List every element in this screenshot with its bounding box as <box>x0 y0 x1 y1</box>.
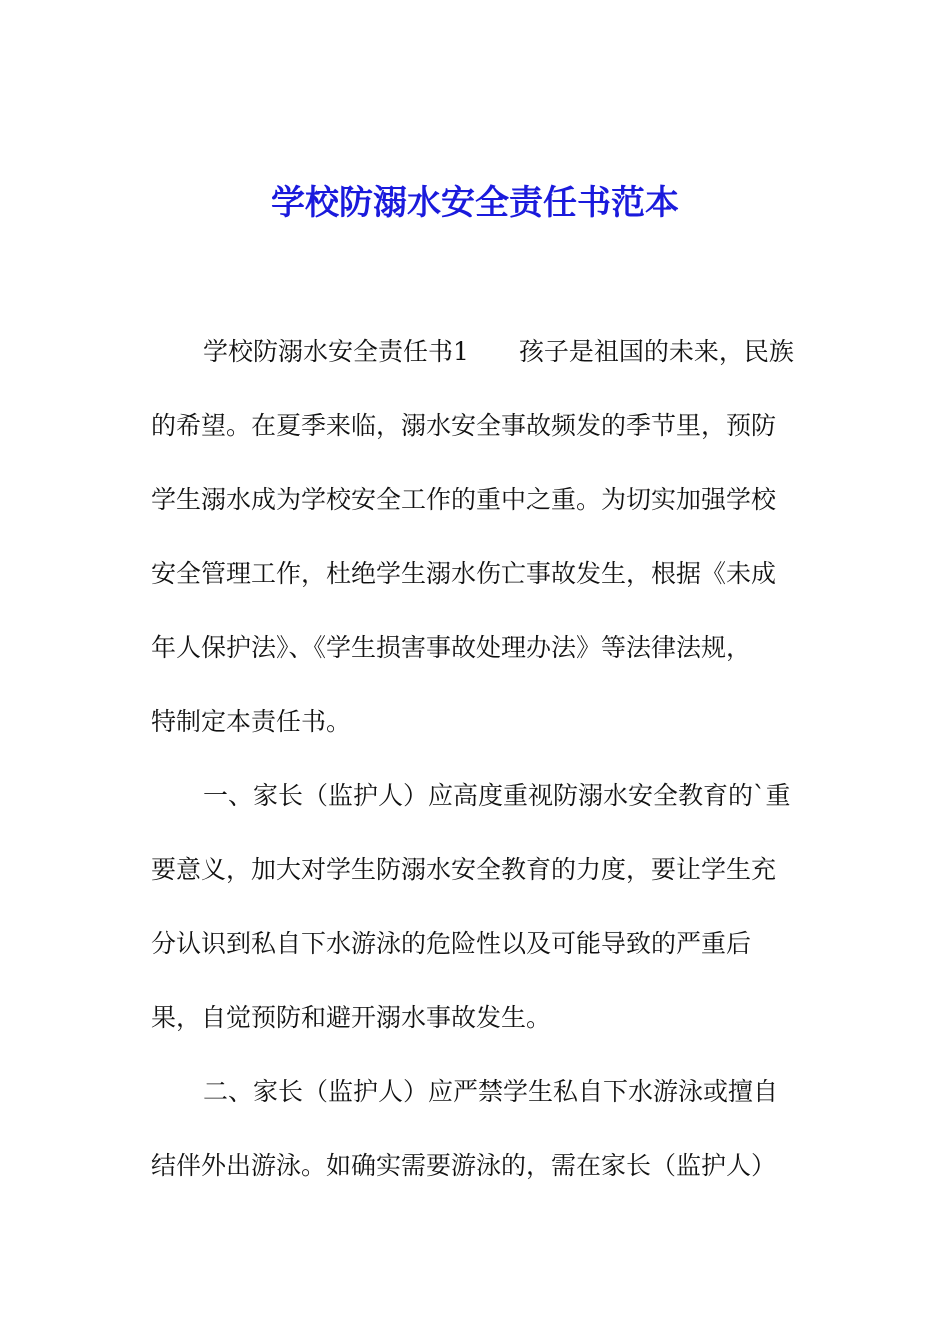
paragraph-line: 结伴外出游泳。如确实需要游泳的，需在家长（监护人） <box>151 1151 777 1180</box>
paragraph-line: 特制定本责任书。 <box>151 707 352 736</box>
paragraph-line: 分认识到私自下水游泳的危险性以及可能导致的严重后 <box>151 929 752 958</box>
paragraph-line: 安全管理工作，杜绝学生溺水伤亡事故发生，根据《未成 <box>151 559 777 588</box>
paragraph-line: 二、家长（监护人）应严禁学生私自下水游泳或擅自 <box>203 1077 779 1106</box>
paragraph-line: 年人保护法》、《学生损害事故处理办法》等法律法规， <box>151 633 752 662</box>
paragraph-line: 学校防溺水安全责任书1 孩子是祖国的未来，民族 <box>203 337 794 366</box>
document-title: 学校防溺水安全责任书范本 <box>271 183 679 223</box>
paragraph-line: 的希望。在夏季来临，溺水安全事故频发的季节里，预防 <box>151 411 777 440</box>
paragraph-line: 学生溺水成为学校安全工作的重中之重。为切实加强学校 <box>151 485 777 514</box>
paragraph-line: 果，自觉预防和避开溺水事故发生。 <box>151 1003 552 1032</box>
paragraph-line: 一、家长（监护人）应高度重视防溺水安全教育的`重 <box>203 781 791 810</box>
document-body <box>151 327 811 1215</box>
paragraph-line: 要意义，加大对学生防溺水安全教育的力度，要让学生充 <box>151 855 777 884</box>
